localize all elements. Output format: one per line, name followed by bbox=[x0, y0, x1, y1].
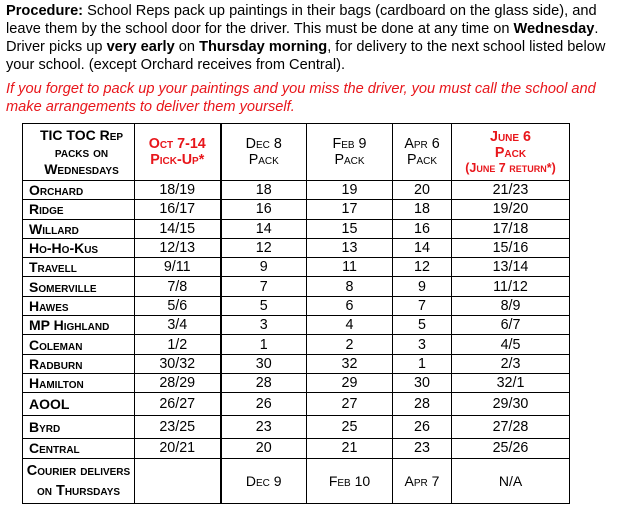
apr-cell: 14 bbox=[393, 238, 452, 257]
apr-cell: 3 bbox=[393, 335, 452, 354]
apr-cell: 7 bbox=[393, 296, 452, 315]
dec-cell: 1 bbox=[221, 335, 307, 354]
june-cell: 21/23 bbox=[452, 181, 570, 200]
header-rep-packs bbox=[23, 124, 135, 181]
oct-cell: 18/19 bbox=[135, 181, 221, 200]
oct-cell: 20/21 bbox=[135, 439, 221, 458]
table-row bbox=[23, 258, 570, 277]
oct-cell: 5/6 bbox=[135, 296, 221, 315]
june-cell: 32/1 bbox=[452, 373, 570, 392]
school-name-cell: Orchard bbox=[23, 181, 135, 200]
feb-cell: 21 bbox=[307, 439, 393, 458]
dec-cell: 5 bbox=[221, 296, 307, 315]
header-oct-line-1: Oct 7-14 bbox=[148, 136, 206, 152]
procedure-text-3: on bbox=[174, 39, 200, 55]
header-dec-line-2: Pack bbox=[248, 152, 279, 168]
june-cell: 19/20 bbox=[452, 200, 570, 219]
school-name-cell: Byrd bbox=[23, 416, 135, 439]
june-cell: 27/28 bbox=[452, 416, 570, 439]
feb-cell: 32 bbox=[307, 354, 393, 373]
school-name-cell: AOOL bbox=[23, 393, 135, 416]
header-apr bbox=[393, 124, 452, 181]
feb-cell: 4 bbox=[307, 316, 393, 335]
oct-cell: 9/11 bbox=[135, 258, 221, 277]
dec-cell: 18 bbox=[221, 181, 307, 200]
june-cell: 17/18 bbox=[452, 219, 570, 238]
procedure-very-early: very early bbox=[106, 39, 175, 55]
apr-cell: 18 bbox=[393, 200, 452, 219]
school-name-cell: Willard bbox=[23, 219, 135, 238]
oct-cell: 26/27 bbox=[135, 393, 221, 416]
oct-cell: 23/25 bbox=[135, 416, 221, 439]
june-cell: 15/16 bbox=[452, 238, 570, 257]
school-name-cell: MP Highland bbox=[23, 316, 135, 335]
table-row bbox=[23, 200, 570, 219]
dec-cell: 26 bbox=[221, 393, 307, 416]
table-row bbox=[23, 181, 570, 200]
apr-cell: 20 bbox=[393, 181, 452, 200]
feb-cell: 25 bbox=[307, 416, 393, 439]
school-name-cell: Central bbox=[23, 439, 135, 458]
school-name-cell: Hamilton bbox=[23, 373, 135, 392]
header-oct-line-2: Pick-Up* bbox=[150, 152, 205, 168]
school-name-cell: Travell bbox=[23, 258, 135, 277]
dec-cell: 3 bbox=[221, 316, 307, 335]
warning-paragraph: If you forget to pack up your paintings and you miss the driver, you must call the school and make arrangements to deliver them yourself. bbox=[6, 81, 596, 115]
header-oct bbox=[135, 124, 221, 181]
table-row bbox=[23, 219, 570, 238]
apr-cell: 28 bbox=[393, 393, 452, 416]
table-body bbox=[23, 181, 570, 459]
apr-cell: 30 bbox=[393, 373, 452, 392]
footer-feb: Feb 10 bbox=[307, 458, 393, 503]
header-dec-line-1: Dec 8 bbox=[245, 136, 282, 152]
apr-cell: 23 bbox=[393, 439, 452, 458]
header-june bbox=[452, 124, 570, 181]
table-row bbox=[23, 393, 570, 416]
header-feb-line-1: Feb 9 bbox=[332, 136, 367, 152]
header-june-line-3: (June 7 return*) bbox=[465, 161, 556, 175]
oct-cell: 7/8 bbox=[135, 277, 221, 296]
school-name-cell: Coleman bbox=[23, 335, 135, 354]
feb-cell: 6 bbox=[307, 296, 393, 315]
oct-cell: 3/4 bbox=[135, 316, 221, 335]
footer-oct bbox=[135, 458, 221, 503]
table-footer-row bbox=[23, 458, 570, 503]
procedure-paragraph bbox=[6, 2, 630, 74]
apr-cell: 1 bbox=[393, 354, 452, 373]
header-rep-line-1: TIC TOC Rep bbox=[39, 126, 124, 143]
footer-dec: Dec 9 bbox=[221, 458, 307, 503]
dec-cell: 23 bbox=[221, 416, 307, 439]
feb-cell: 2 bbox=[307, 335, 393, 354]
dec-cell: 7 bbox=[221, 277, 307, 296]
dec-cell: 12 bbox=[221, 238, 307, 257]
header-june-line-1: June 6 bbox=[490, 129, 531, 145]
procedure-text-2: . Driver picks up bbox=[6, 21, 599, 55]
header-rep-line-3: Wednesdays bbox=[44, 160, 119, 177]
header-rep-line-2: packs on bbox=[54, 143, 109, 160]
feb-cell: 15 bbox=[307, 219, 393, 238]
june-cell: 8/9 bbox=[452, 296, 570, 315]
footer-courier-line-1: Courier delivers bbox=[26, 462, 131, 479]
table-row bbox=[23, 316, 570, 335]
dec-cell: 28 bbox=[221, 373, 307, 392]
june-cell: 29/30 bbox=[452, 393, 570, 416]
oct-cell: 12/13 bbox=[135, 238, 221, 257]
procedure-text-1: School Reps pack up paintings in their bags (cardboard on the glass side), and leave them by the school door for the driver. This must be done at any time on bbox=[6, 3, 597, 37]
table-header-row bbox=[23, 124, 570, 181]
dec-cell: 14 bbox=[221, 219, 307, 238]
june-cell: 4/5 bbox=[452, 335, 570, 354]
apr-cell: 9 bbox=[393, 277, 452, 296]
dec-cell: 30 bbox=[221, 354, 307, 373]
apr-cell: 26 bbox=[393, 416, 452, 439]
header-feb-line-2: Pack bbox=[334, 152, 365, 168]
june-cell: 13/14 bbox=[452, 258, 570, 277]
footer-courier-label bbox=[23, 458, 135, 503]
feb-cell: 29 bbox=[307, 373, 393, 392]
oct-cell: 28/29 bbox=[135, 373, 221, 392]
feb-cell: 19 bbox=[307, 181, 393, 200]
header-feb bbox=[307, 124, 393, 181]
table-row bbox=[23, 296, 570, 315]
table-row bbox=[23, 416, 570, 439]
header-dec bbox=[221, 124, 307, 181]
feb-cell: 27 bbox=[307, 393, 393, 416]
footer-courier-line-2: on Thursdays bbox=[36, 482, 121, 499]
dec-cell: 16 bbox=[221, 200, 307, 219]
schedule-table bbox=[22, 123, 570, 504]
oct-cell: 16/17 bbox=[135, 200, 221, 219]
header-june-line-2: Pack bbox=[494, 145, 527, 161]
footer-june: N/A bbox=[452, 458, 570, 503]
table-row bbox=[23, 354, 570, 373]
june-cell: 25/26 bbox=[452, 439, 570, 458]
table-row bbox=[23, 277, 570, 296]
oct-cell: 14/15 bbox=[135, 219, 221, 238]
procedure-thursday-morning: Thursday morning bbox=[199, 39, 328, 55]
school-name-cell: Ridge bbox=[23, 200, 135, 219]
feb-cell: 11 bbox=[307, 258, 393, 277]
footer-apr: Apr 7 bbox=[393, 458, 452, 503]
june-cell: 6/7 bbox=[452, 316, 570, 335]
dec-cell: 20 bbox=[221, 439, 307, 458]
school-name-cell: Somerville bbox=[23, 277, 135, 296]
apr-cell: 16 bbox=[393, 219, 452, 238]
feb-cell: 13 bbox=[307, 238, 393, 257]
school-name-cell: Hawes bbox=[23, 296, 135, 315]
feb-cell: 8 bbox=[307, 277, 393, 296]
table-row bbox=[23, 373, 570, 392]
june-cell: 11/12 bbox=[452, 277, 570, 296]
feb-cell: 17 bbox=[307, 200, 393, 219]
table-row bbox=[23, 335, 570, 354]
oct-cell: 1/2 bbox=[135, 335, 221, 354]
procedure-text-4: , for delivery to the next school listed below your school. (except Orchard receives from Central). bbox=[6, 39, 606, 73]
header-apr-line-2: Pack bbox=[406, 152, 438, 168]
table-row bbox=[23, 238, 570, 257]
apr-cell: 5 bbox=[393, 316, 452, 335]
apr-cell: 12 bbox=[393, 258, 452, 277]
oct-cell: 30/32 bbox=[135, 354, 221, 373]
school-name-cell: Ho-Ho-Kus bbox=[23, 238, 135, 257]
table-row bbox=[23, 439, 570, 458]
procedure-label: Procedure: bbox=[6, 3, 84, 19]
school-name-cell: Radburn bbox=[23, 354, 135, 373]
dec-cell: 9 bbox=[221, 258, 307, 277]
header-apr-line-1: Apr 6 bbox=[404, 136, 440, 152]
june-cell: 2/3 bbox=[452, 354, 570, 373]
procedure-wednesday: Wednesday bbox=[513, 21, 595, 37]
